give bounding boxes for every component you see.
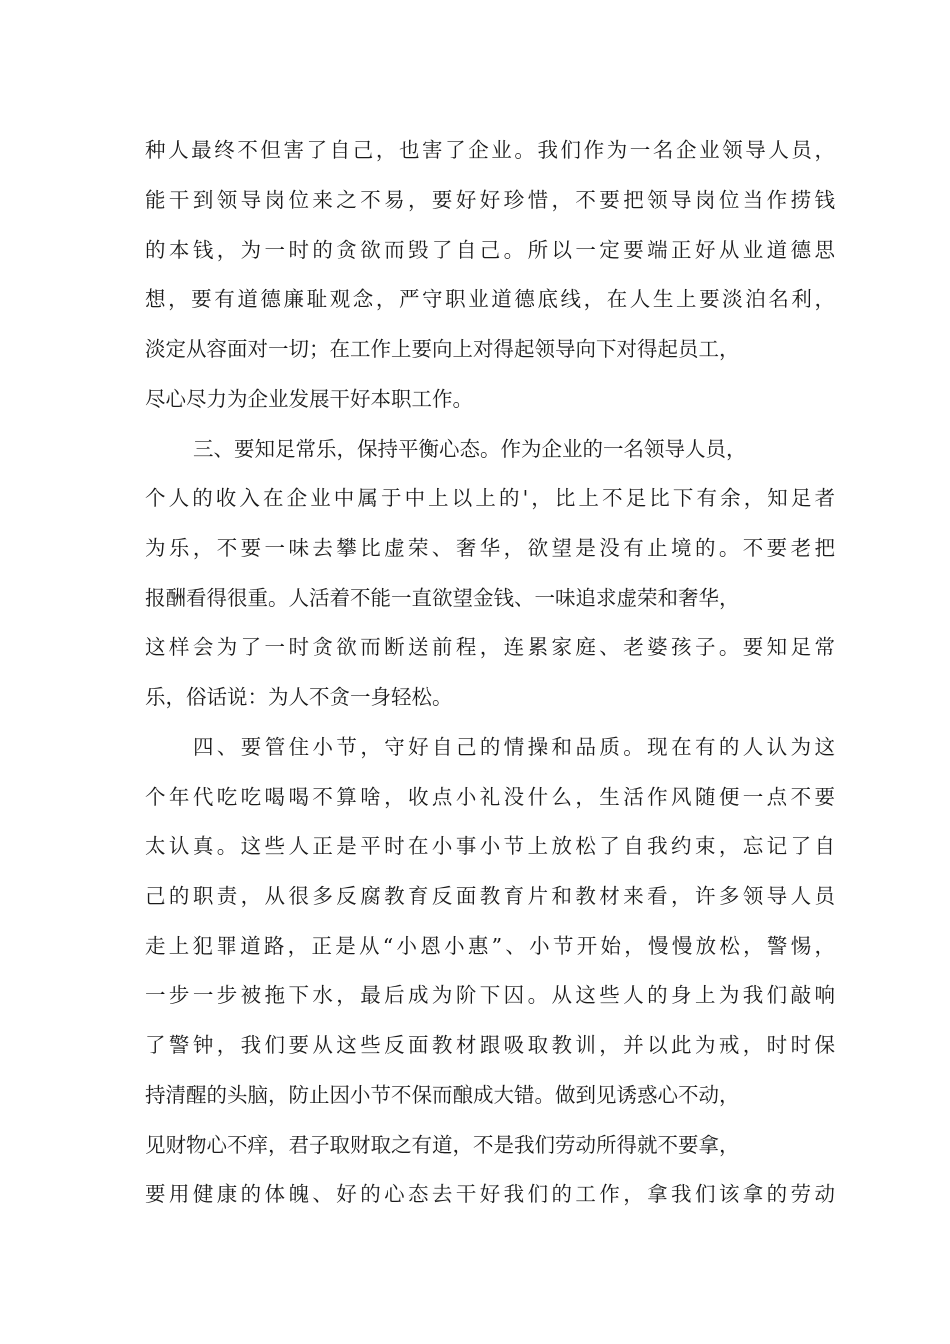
text-line: 想，要有道德廉耻观念，严守职业道德底线，在人生上要淡泊名利， [145,287,835,311]
text-line: 为乐，不要一味去攀比虚荣、奢华，欲望是没有止境的。不要老把 [145,536,835,560]
text-line: 个人的收入在企业中属于中上以上的'，比上不足比下有余，知足者 [145,486,835,510]
paragraph-heading-3: 三、要知足常乐，保持平衡心态。作为企业的一名领导人员， [193,437,747,461]
paragraph-heading-4: 四、要管住小节，守好自己的情操和品质。现在有的人认为这 [193,735,835,759]
text-line: 乐，俗话说：为人不贪一身轻松。 [145,685,453,709]
text-line: 要用健康的体魄、好的心态去干好我们的工作，拿我们该拿的劳动 [145,1182,835,1206]
text-line: 己的职责，从很多反腐教育反面教育片和教材来看，许多领导人员 [145,884,835,908]
text-line: 尽心尽力为企业发展干好本职工作。 [145,387,473,411]
text-line: 太认真。这些人正是平时在小事小节上放松了自我约束，忘记了自 [145,834,835,858]
text-line: 持清醒的头脑，防止因小节不保而酿成大错。做到见诱惑心不动， [145,1083,740,1107]
text-line: 淡定从容面对一切；在工作上要向上对得起领导向下对得起员工， [145,337,740,361]
text-line: 了警钟，我们要从这些反面教材跟吸取教训，并以此为戒，时时保 [145,1033,835,1057]
text-line: 的本钱，为一时的贪欲而毁了自己。所以一定要端正好从业道德思 [145,238,835,262]
text-line: 见财物心不痒，君子取财取之有道，不是我们劳动所得就不要拿， [145,1133,740,1157]
text-line: 报酬看得很重。人活着不能一直欲望金钱、一味追求虚荣和奢华， [145,586,740,610]
text-line: 这样会为了一时贪欲而断送前程，连累家庭、老婆孩子。要知足常 [145,635,835,659]
text-line: 个年代吃吃喝喝不算啥，收点小礼没什么，生活作风随便一点不要 [145,785,835,809]
text-line: 一步一步被拖下水，最后成为阶下囚。从这些人的身上为我们敲响 [145,983,835,1007]
text-line: 种人最终不但害了自己，也害了企业。我们作为一名企业领导人员， [145,138,835,162]
text-line: 走上犯罪道路，正是从“小恩小惠”、小节开始，慢慢放松，警惕， [145,934,835,958]
text-line: 能干到领导岗位来之不易，要好好珍惜，不要把领导岗位当作捞钱 [145,188,835,212]
